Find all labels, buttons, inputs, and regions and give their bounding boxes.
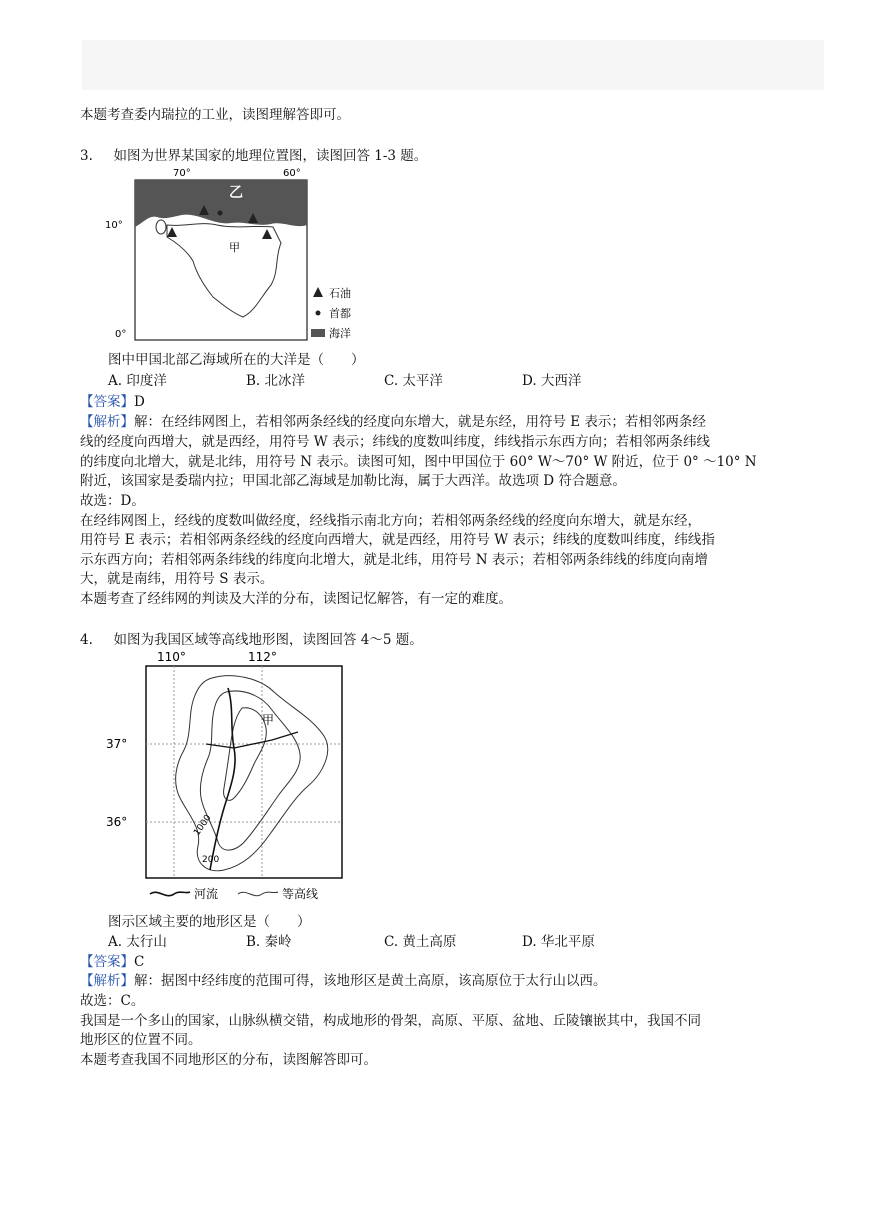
- map4-legend-contour-symbol: [238, 892, 278, 896]
- question-3-number: 3.: [80, 148, 93, 164]
- q3-answer: D: [134, 394, 145, 410]
- map3-legend-sea: 海洋: [329, 327, 351, 340]
- map4-legend-river: 河流: [194, 887, 219, 901]
- map3-legend-sea-symbol: [311, 329, 325, 337]
- q4-answer-row: [80, 953, 144, 971]
- loess-contour-map: [102, 648, 372, 906]
- map3-lon-right: 60°: [283, 168, 301, 179]
- q4-analysis-line: 地形区的位置不同。: [80, 1032, 202, 1048]
- map4-frame: [146, 666, 342, 878]
- intro-line: 本题考查委内瑞拉的工业，读图理解答即可。: [80, 107, 350, 123]
- q3-analysis-line: 大，就是南纬，用符号 S 表示。: [80, 571, 274, 587]
- map4-label-jia: 甲: [262, 713, 275, 727]
- question-4-stem-row: [80, 631, 423, 649]
- q4-analysis-line: 本题考查我国不同地形区的分布，读图解答即可。: [80, 1052, 377, 1068]
- map4-lon-left: 110°: [157, 650, 186, 664]
- q4-answer-tag: 【答案】: [80, 954, 134, 970]
- question-4-stem: 如图为我国区域等高线地形图，读图回答 4～5 题。: [113, 632, 423, 648]
- map4-label-1000: 1000: [192, 813, 214, 838]
- map3-lat-top: 10°: [105, 220, 123, 231]
- question-3-prompt: 图中甲国北部乙海域所在的大洋是（ ）: [108, 352, 365, 368]
- q4-option-b: B. 秦岭: [246, 934, 292, 950]
- q3-analysis-row-0: [80, 413, 706, 431]
- map3-legend-oil-symbol: [313, 287, 323, 297]
- q3-option-a: A. 印度洋: [108, 373, 167, 389]
- q4-analysis-line: 故选：C。: [80, 993, 145, 1009]
- map4-legend-contour: 等高线: [282, 887, 319, 901]
- map3-legend-capital: 首都: [329, 307, 351, 320]
- map3-label-jia: 甲: [229, 241, 240, 254]
- q3-analysis-line: 本题考查了经纬网的判读及大洋的分布，读图记忆解答，有一定的难度。: [80, 591, 512, 607]
- map3-legend-oil: 石油: [329, 287, 351, 300]
- q3-option-d: D. 大西洋: [522, 373, 582, 389]
- q3-analysis-line: 附近，该国家是委瑞内拉；甲国北部乙海域是加勒比海，属于大西洋。故选项 D 符合题意。: [80, 473, 626, 489]
- q4-answer: C: [134, 954, 145, 970]
- q3-answer-tag: 【答案】: [80, 394, 134, 410]
- q3-analysis-line: 解：在经纬网图上，若相邻两条经线的经度向东增大，就是东经，用符号 E 表示；若相邻两条经: [134, 414, 706, 430]
- venezuela-location-map: [105, 167, 351, 345]
- question-4-number: 4.: [80, 632, 93, 648]
- q3-option-b: B. 北冰洋: [246, 373, 306, 389]
- q4-analysis-tag: 【解析】: [80, 973, 134, 989]
- q3-analysis-line: 在经纬网图上，经线的度数叫做经度，经线指示南北方向；若相邻两条经线的经度向东增大，就是东经，: [80, 513, 701, 529]
- q3-analysis-line: 用符号 E 表示；若相邻两条经线的经度向西增大，就是西经，用符号 W 表示；纬线的度数叫纬度，纬线指: [80, 532, 715, 548]
- q4-analysis-row-0: [80, 972, 607, 990]
- q4-option-d: D. 华北平原: [522, 934, 595, 950]
- map4-lon-right: 112°: [248, 650, 277, 664]
- q3-analysis-line: 的纬度向北增大，就是北纬，用符号 N 表示。读图可知，图中甲国位于 60° W～70° W 附近，位于 0° ～10° N: [80, 454, 757, 470]
- map3-capital: [218, 211, 223, 216]
- header-band: [82, 40, 824, 90]
- q3-analysis-line: 故选：D。: [80, 493, 145, 509]
- q4-option-c: C. 黄土高原: [384, 934, 457, 950]
- map4-label-200: 200: [202, 855, 220, 865]
- question-3-stem: 如图为世界某国家的地理位置图，读图回答 1-3 题。: [113, 148, 428, 164]
- question-3-stem-row: [80, 147, 427, 165]
- q3-analysis-line: 线的经度向西增大，就是西经，用符号 W 表示；纬线的度数叫纬度，纬线指示东西方向；若相邻两条纬线: [80, 434, 710, 450]
- map3-lake: [156, 220, 166, 234]
- q4-analysis-line: 我国是一个多山的国家，山脉纵横交错，构成地形的骨架，高原、平原、盆地、丘陵镶嵌其中，我国不同: [80, 1013, 701, 1029]
- q4-analysis-line: 解：据图中经纬度的范围可得，该地形区是黄土高原，该高原位于太行山以西。: [134, 973, 607, 989]
- q3-option-c: C. 太平洋: [384, 373, 443, 389]
- map3-legend-capital-symbol: [316, 311, 321, 316]
- question-4-prompt: 图示区域主要的地形区是（ ）: [108, 914, 311, 930]
- q4-option-a: A. 太行山: [108, 934, 167, 950]
- map4-legend-river-symbol: [150, 892, 190, 896]
- q3-analysis-tag: 【解析】: [80, 414, 134, 430]
- map4-lat-top: 37°: [106, 737, 128, 751]
- q3-analysis-line: 示东西方向；若相邻两条纬线的纬度向北增大，就是北纬，用符号 N 表示；若相邻两条纬线的纬度向南增: [80, 552, 708, 568]
- map3-lon-left: 70°: [173, 168, 191, 179]
- q3-answer-row: [80, 393, 145, 411]
- map3-lat-bottom: 0°: [115, 329, 127, 340]
- map3-label-yi: 乙: [229, 185, 243, 201]
- map4-lat-bottom: 36°: [106, 815, 128, 829]
